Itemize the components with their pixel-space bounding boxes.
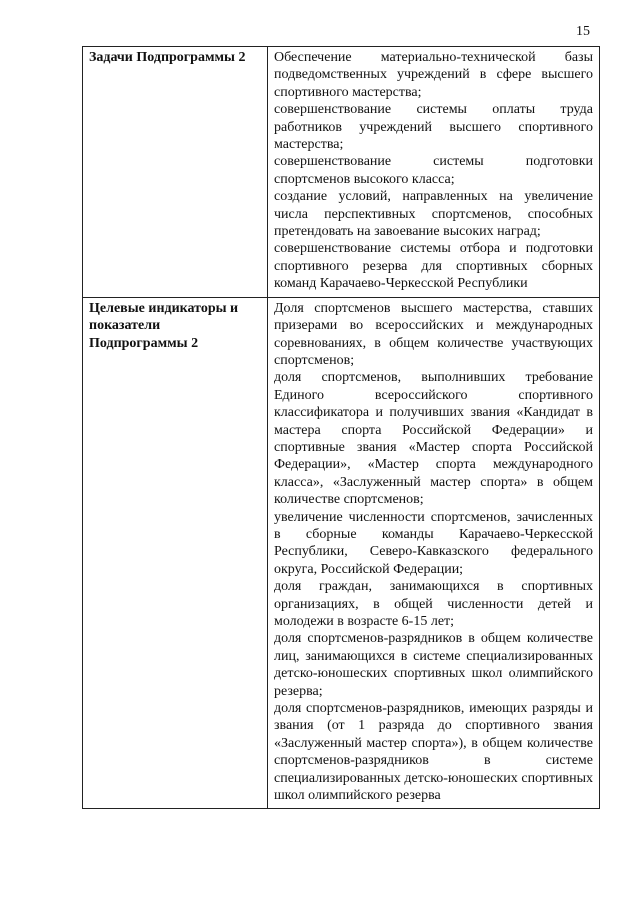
page-number: 15 [576, 24, 590, 39]
list-item: совершенствование системы оплаты труда работников учреждений высшего спортивного мастерства; [274, 102, 593, 153]
list-item: доля граждан, занимающихся в спортивных организациях, в общей численности детей и молодежи в возрасте 6-15 лет; [274, 579, 593, 629]
table-row-tasks [83, 47, 600, 298]
row-label-indicators: Целевые индикаторы и показатели Подпрограммы 2 [83, 297, 268, 809]
list-item: увеличение численности спортсменов, зачисленных в сборные команды Карачаево-Черкесской Республики, Северо-Кавказского федерального округа, Российской Федерации; [274, 509, 593, 577]
row-content-tasks [268, 47, 600, 298]
list-item: доля спортсменов, выполнивших требование Единого всероссийского спортивного классификатора и получивших звания «Кандидат в мастера спорта Российской Федерации» и спортивные звания «Мастер спорта Российской Федерации», «Мастер спорта международного класса», «Заслуженный мастер спорта» в общем количестве спортсменов; [274, 370, 593, 508]
subprogram-table [82, 46, 600, 809]
list-item: Доля спортсменов высшего мастерства, ставших призерами во всероссийских и международных соревнованиях, в общем количестве участвующих спортсменов; [274, 300, 593, 368]
row-label-tasks: Задачи Подпрограммы 2 [83, 47, 268, 298]
list-item: создание условий, направленных на увеличение числа перспективных спортсменов, способных претендовать на завоевание высоких наград; [274, 189, 593, 240]
list-item: доля спортсменов-разрядников, имеющих разряды и звания (от 1 разряда до спортивного звания «Заслуженный мастер спорта»), в общем количестве спортсменов-разрядников в системе специализированных детско-юношеских спортивных школ олимпийского резерва [274, 701, 593, 804]
list-item: Обеспечение материально-технической базы подведомственных учреждений в сфере высшего спортивного мастерства; [274, 50, 593, 100]
list-item: доля спортсменов-разрядников в общем количестве лиц, занимающихся в системе специализированных детско-юношеских спортивных школ олимпийского резерва; [274, 631, 593, 699]
list-item: совершенствование системы подготовки спортсменов высокого класса; [274, 154, 593, 187]
table-row-indicators [83, 297, 600, 809]
list-item: совершенствование системы отбора и подготовки спортивного резерва для спортивных сборных команд Карачаево-Черкесской Республики [274, 241, 593, 292]
row-content-indicators [268, 297, 600, 809]
